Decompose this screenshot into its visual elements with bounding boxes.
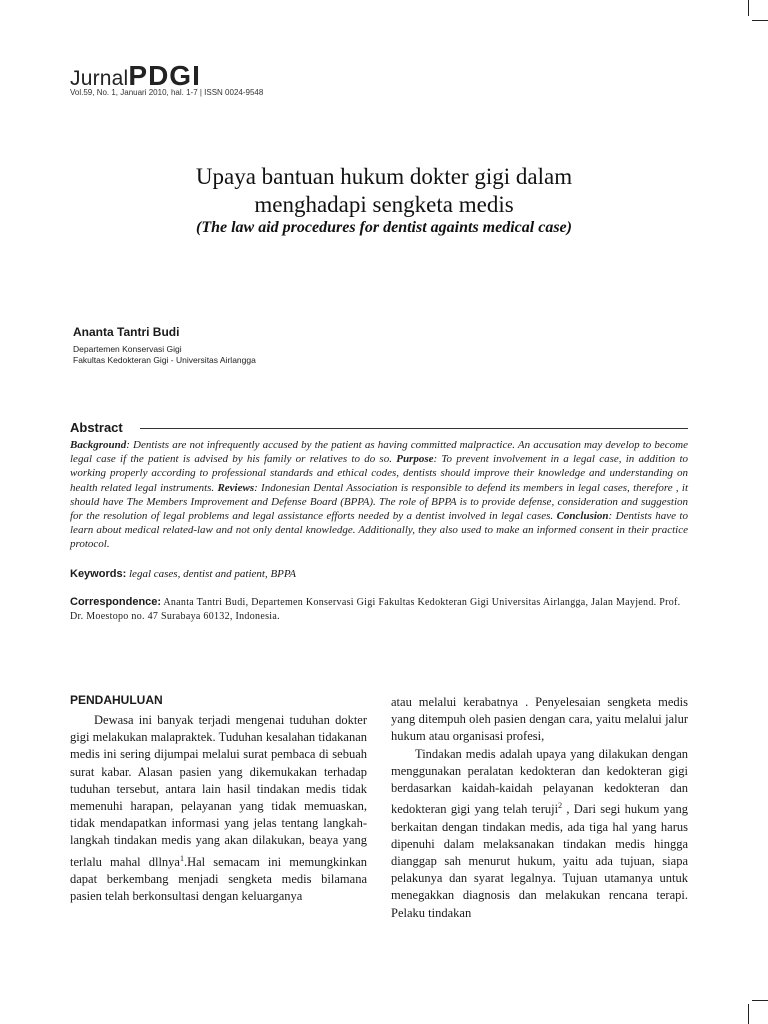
crop-mark-bottom-right <box>748 1004 749 1024</box>
reviews-text: : Indonesian Dental Association is responsible to defend its members in legal cases, therefore , it should have The Members Improvement and Defense Board (BPPA). The role of BPPA is to provide defense, consideration and suggestion for the resolution of legal problems and legal assistance efforts needed by a dentist involved in legal cases. <box>70 481 688 523</box>
left-paragraph-a: Dewasa ini banyak terjadi mengenai tuduhan dokter gigi melakukan malapraktek. Tuduhan kesalahan tidakanan medis ini sering dijumpai melalui surat pembaca di sebuah surat kabar. Alasan pasien yang dikemukakan terhadap tuduhan tersebut, antara lain hasil tindakan medis tidak memenuhi harapan, pelayanan yang tidak memuaskan, tidak mendapatkan informasi yang jelas tentang langkah-langkah tindakan medis yang akan dilakukan, beaya yang terlalu mahal dllnya <box>70 713 367 869</box>
right-paragraph-1: atau melalui kerabatnya . Penyelesaian sengketa medis yang ditempuh oleh pasien dengan cara, yaitu melalui jalur hukum atau organisasi profesi, <box>391 695 688 744</box>
keywords-label: Keywords: <box>70 568 127 580</box>
right-paragraph-2a: Tindakan medis adalah upaya yang dilakukan dengan menggunakan peralatan kedokteran dan kedokteran gigi berdasarkan kaidah-kaidah pelayanan kedokteran dan kedokteran gigi yang telah teruji <box>391 746 688 817</box>
correspondence <box>70 595 688 624</box>
crop-mark-bottom-right-h <box>752 1000 768 1001</box>
keywords <box>70 568 688 580</box>
purpose-label: Purpose <box>396 453 434 466</box>
abstract-rule <box>140 428 688 429</box>
article-title-line2: menghadapi sengketa medis <box>254 192 514 217</box>
body-paragraph <box>391 746 688 922</box>
right-paragraph-2b: , Dari segi hukum yang berkaitan dengan tindakan medis, ada tiga hal yang harus dipenuhi dalam melaksanakan tindakan medis hingga dianggap sah menurut hukum, yaitu ada tujuan, siapa pelakunya dan syarat legalnya. Tujuan utamanya untuk menegakkan diagnosis dan melakukan rencana terapi. Pelaku tindakan <box>391 802 688 920</box>
article-subtitle: (The law aid procedures for dentist againts medical case) <box>196 219 572 236</box>
purpose-text: : To prevent involvement in a legal case, in addition to working properly according to professional standards and ethical codes, dentists should improve their knowledge and understanding on health related legal instruments. <box>70 453 688 494</box>
correspondence-label: Correspondence: <box>70 596 162 608</box>
issue-line: Vol.59, No. 1, Januari 2010, hal. 1-7 | ISSN 0024-9548 <box>70 88 264 97</box>
keywords-value: legal cases, dentist and patient, BPPA <box>129 568 296 580</box>
conclusion-label: Conclusion <box>556 510 609 523</box>
section-heading: PENDAHULUAN <box>70 693 163 707</box>
left-paragraph-b: .Hal semacam ini memungkinkan dapat berkembang menjadi sengketa medis bilamana pasien telah berkonsultasi dengan keluarganya <box>70 854 368 904</box>
journal-name-light: Jurnal <box>70 67 129 90</box>
conclusion-text: : Dentists have to learn about medical related-law and not only dental knowledge. Additionally, they also used to make an informed consent in their practice protocol. <box>70 510 688 551</box>
article-title-line1: Upaya bantuan hukum dokter gigi dalam <box>195 164 573 189</box>
reference-marker: 1 <box>179 853 184 863</box>
author-name: Ananta Tantri Budi <box>73 325 180 339</box>
background-label: Background <box>70 439 127 451</box>
crop-mark-top-right-h <box>752 20 768 21</box>
abstract-text <box>70 438 688 552</box>
reviews-label: Reviews <box>217 481 255 494</box>
background-text: : Dentists are not infrequently accused by the patient as having committed malpractice. An accusation may develop to become legal case if the patient is advised by his family or relatives to do so. <box>70 439 688 466</box>
body-paragraph <box>70 712 367 905</box>
affiliation-line1: Departemen Konservasi Gigi <box>73 344 182 354</box>
body-column-left <box>70 712 367 905</box>
affiliation-line2: Fakultas Kedokteran Gigi - Universitas Airlangga <box>73 355 256 365</box>
correspondence-text: Ananta Tantri Budi, Departemen Konservasi Gigi Fakultas Kedokteran Gigi Universitas Airlangga, Jalan Mayjend. Prof. Dr. Moestopo no. 47 Surabaya 60132, Indonesia. <box>70 597 681 622</box>
journal-name-bold: PDGI <box>128 60 201 91</box>
crop-mark-top-right <box>748 0 749 16</box>
body-column-right <box>391 694 688 922</box>
reference-marker: 2 <box>558 801 563 811</box>
abstract-heading: Abstract <box>70 420 123 435</box>
